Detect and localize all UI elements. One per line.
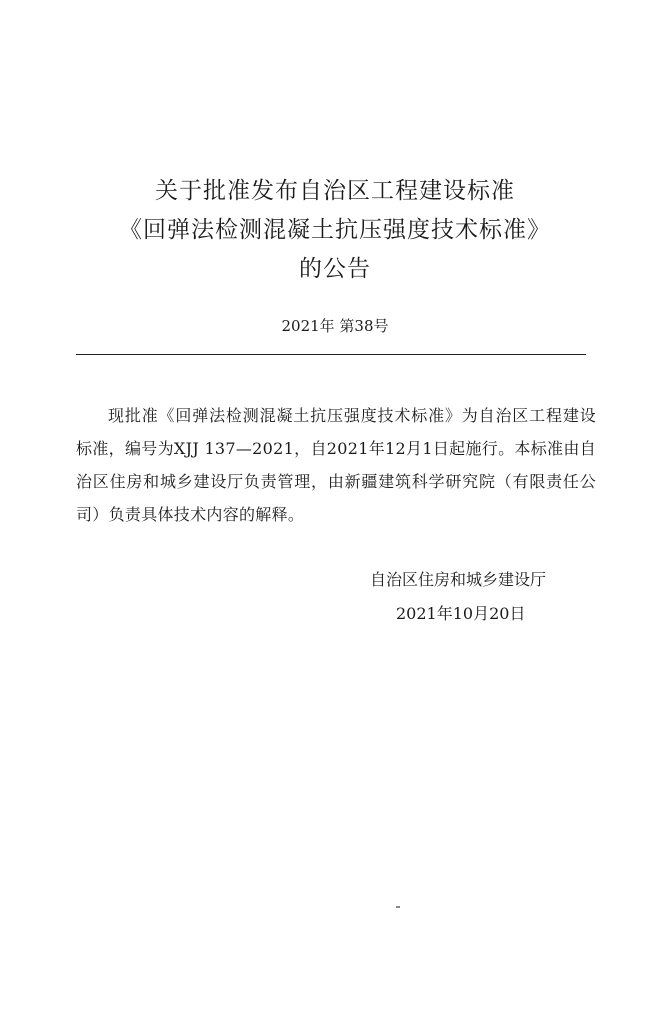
separator-rule xyxy=(76,354,586,355)
issuing-organization: 自治区住房和城乡建设厅 xyxy=(370,570,547,589)
announcement-title xyxy=(0,172,670,289)
announcement-body: 现批准《回弹法检测混凝土抗压强度技术标准》为自治区工程建设标准，编号为XJJ 137—2021，自2021年12月1日起施行。本标准由自治区住房和城乡建设厅负责管理，由新疆建筑科学研究院（有限责任公司）负责具体技术内容的解释。 xyxy=(76,406,596,524)
scan-speck xyxy=(396,906,400,908)
title-line-2: 《回弹法检测混凝土抗压强度技术标准》 xyxy=(119,217,551,243)
signature-block xyxy=(340,563,600,631)
title-line-1: 关于批准发布自治区工程建设标准 xyxy=(155,178,515,204)
issue-date: 2021年10月20日 xyxy=(396,604,526,623)
document-number: 2021年 第38号 xyxy=(281,317,389,335)
title-line-3: 的公告 xyxy=(299,256,371,282)
